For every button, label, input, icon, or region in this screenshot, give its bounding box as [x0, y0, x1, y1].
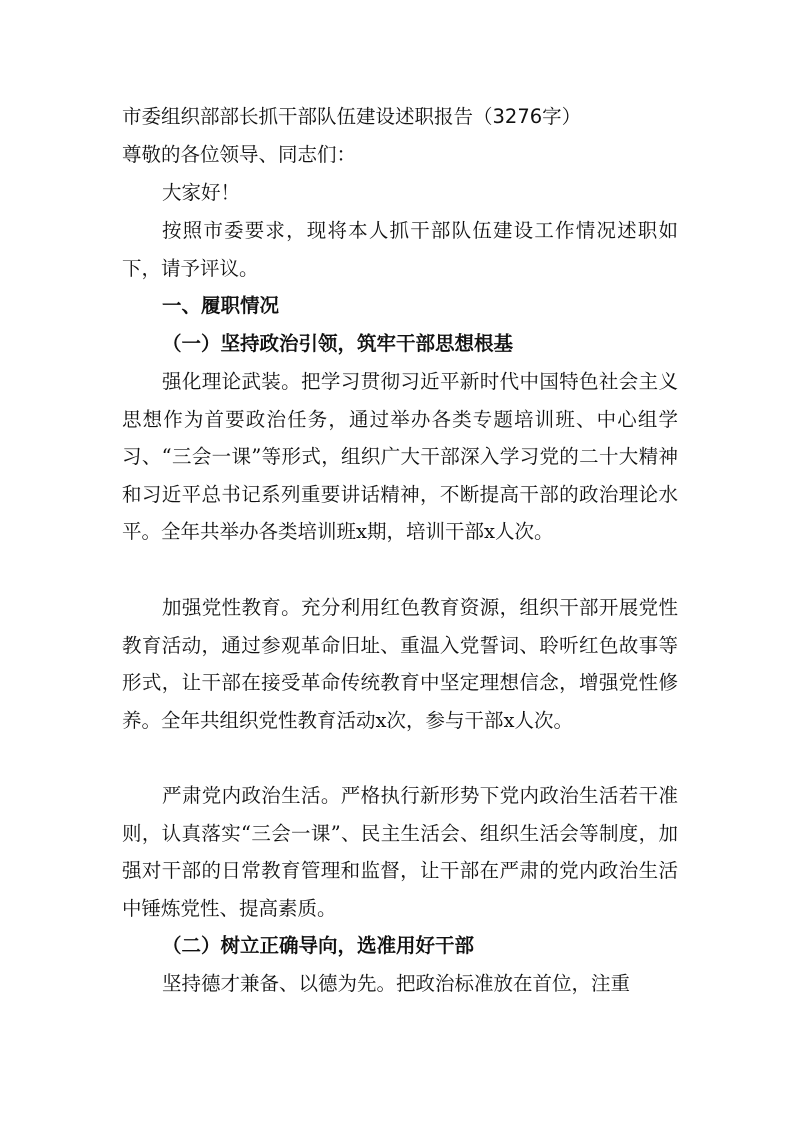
greeting-line: 尊敬的各位领导、同志们：	[122, 143, 357, 166]
intro-paragraph: 按照市委要求，现将本人抓干部队伍建设工作情况述职如下，请予评议。	[122, 219, 678, 280]
hello-line: 大家好！	[162, 181, 241, 204]
paragraph-political-life: 严肃党内政治生活。严格执行新形势下党内政治生活若干准则，认真落实“三会一课”、民主生活会、组织生活会等制度，加强对干部的日常教育管理和监督，让干部在严肃的党内政治生活中锤炼党性、提高素质。	[122, 784, 678, 920]
paragraph-theory: 强化理论武装。把学习贯彻习近平新时代中国特色社会主义思想作为首要政治任务，通过举办各类专题培训班、中心组学习、“三会一课”等形式，组织广大干部深入学习党的二十大精神和习近平总书记系列重要讲话精神，不断提高干部的政治理论水平。全年共举办各类培训班x期，培训干部x人次。	[122, 370, 678, 544]
paragraph-party-education: 加强党性教育。充分利用红色教育资源，组织干部开展党性教育活动，通过参观革命旧址、重温入党誓词、聆听红色故事等形式，让干部在接受革命传统教育中坚定理想信念，增强党性修养。全年共组织党性教育活动x次，参与干部x人次。	[122, 596, 678, 732]
section-heading-1: 一、履职情况	[162, 294, 280, 317]
subsection-heading-2: （二）树立正确导向，选准用好干部	[162, 934, 475, 957]
paragraph-merit: 坚持德才兼备、以德为先。把政治标准放在首位，注重	[162, 972, 631, 995]
document-title: 市委组织部部长抓干部队伍建设述职报告（3276字）	[122, 105, 582, 128]
subsection-heading-1: （一）坚持政治引领，筑牢干部思想根基	[162, 332, 514, 355]
